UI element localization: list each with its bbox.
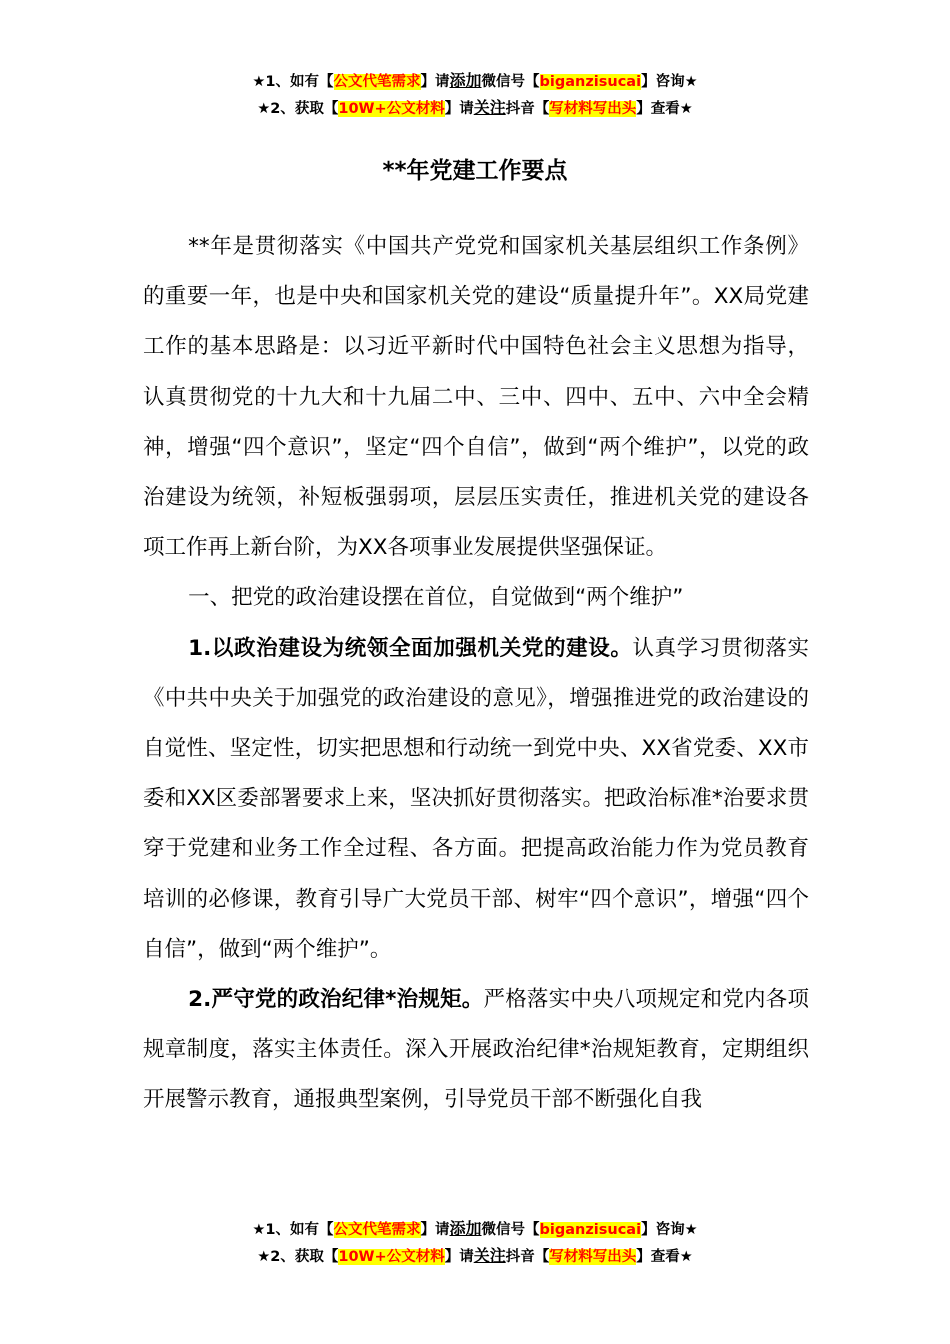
top-banner (0, 68, 950, 122)
banner-text: 】请 (444, 101, 474, 117)
item-paragraph-2 (143, 975, 809, 1126)
document-body (143, 222, 809, 1126)
banner-highlight: 10W+公文材料 (338, 1249, 445, 1265)
banner-text: 】请 (420, 74, 450, 90)
banner-highlight: 公文代笔需求 (333, 1222, 421, 1238)
item-text: 认真学习贯彻落实《中共中央关于加强党的政治建设的意见》，增强推进党的政治建设的自觉性、坚定性，切实把思想和行动统一到党中央、XX省党委、XX市委和XX区委部署要求上来，坚决抓好贯彻落实。把政治标准*治要求贯穿于党建和业务工作全过程、各方面。把提高政治能力作为党员教育培训的必修课，教育引导广大党员干部、树牢“四个意识”，增强“四个自信”，做到“两个维护”。 (143, 635, 809, 962)
intro-paragraph: **年是贯彻落实《中国共产党党和国家机关基层组织工作条例》的重要一年，也是中央和国家机关党的建设“质量提升年”。XX局党建工作的基本思路是：以习近平新时代中国特色社会主义思想为指导，认真贯彻党的十九大和十九届二中、三中、四中、五中、六中全会精神，增强“四个意识”，坚定“四个自信”，做到“两个维护”，以党的政治建设为统领，补短板强弱项，层层压实责任，推进机关党的建设各项工作再上新台阶，为XX各项事业发展提供坚强保证。 (143, 234, 809, 561)
banner-line-2 (0, 95, 950, 122)
banner-text: 】咨询★ (641, 74, 698, 90)
banner-line-1 (0, 1216, 950, 1243)
banner-underline: 关注 (473, 1246, 506, 1265)
banner-text: ★2、获取【 (257, 1249, 339, 1265)
section-heading: 一、把党的政治建设摆在首位，自觉做到“两个维护” (188, 585, 684, 611)
banner-highlight: 10W+公文材料 (338, 101, 445, 117)
banner-highlight: biganzisucai (539, 1222, 642, 1238)
item-heading: 2.严守党的政治纪律*治规矩。 (188, 987, 484, 1013)
banner-highlight: 公文代笔需求 (333, 74, 421, 90)
banner-underline: 添加 (449, 1219, 482, 1238)
banner-highlight: biganzisucai (539, 74, 642, 90)
banner-text: ★1、如有【 (252, 1222, 334, 1238)
banner-underline: 关注 (473, 98, 506, 117)
banner-text: ★2、获取【 (257, 101, 339, 117)
banner-underline: 添加 (449, 71, 482, 90)
banner-text: 】查看★ (636, 101, 693, 117)
banner-text: 微信号【 (481, 1222, 540, 1238)
document-title: **年党建工作要点 (382, 158, 568, 184)
banner-highlight: 写材料写出头 (549, 1249, 637, 1265)
banner-text: 】咨询★ (641, 1222, 698, 1238)
banner-line-2 (0, 1243, 950, 1270)
item-text: 严格落实中央八项规定和党内各项规章制度，落实主体责任。深入开展政治纪律*治规矩教育，定期组织开展警示教育，通报典型案例，引导党员干部不断强化自我 (143, 987, 809, 1113)
banner-text: ★1、如有【 (252, 74, 334, 90)
bottom-banner (0, 1216, 950, 1270)
banner-highlight: 写材料写出头 (549, 101, 637, 117)
banner-text: 】请 (444, 1249, 474, 1265)
item-heading: 1.以政治建设为统领全面加强机关党的建设。 (188, 635, 633, 661)
banner-text: 抖音【 (505, 1249, 550, 1265)
banner-line-1 (0, 68, 950, 95)
item-paragraph-1 (143, 624, 809, 975)
banner-text: 抖音【 (505, 101, 550, 117)
banner-text: 】查看★ (636, 1249, 693, 1265)
banner-text: 】请 (420, 1222, 450, 1238)
banner-text: 微信号【 (481, 74, 540, 90)
